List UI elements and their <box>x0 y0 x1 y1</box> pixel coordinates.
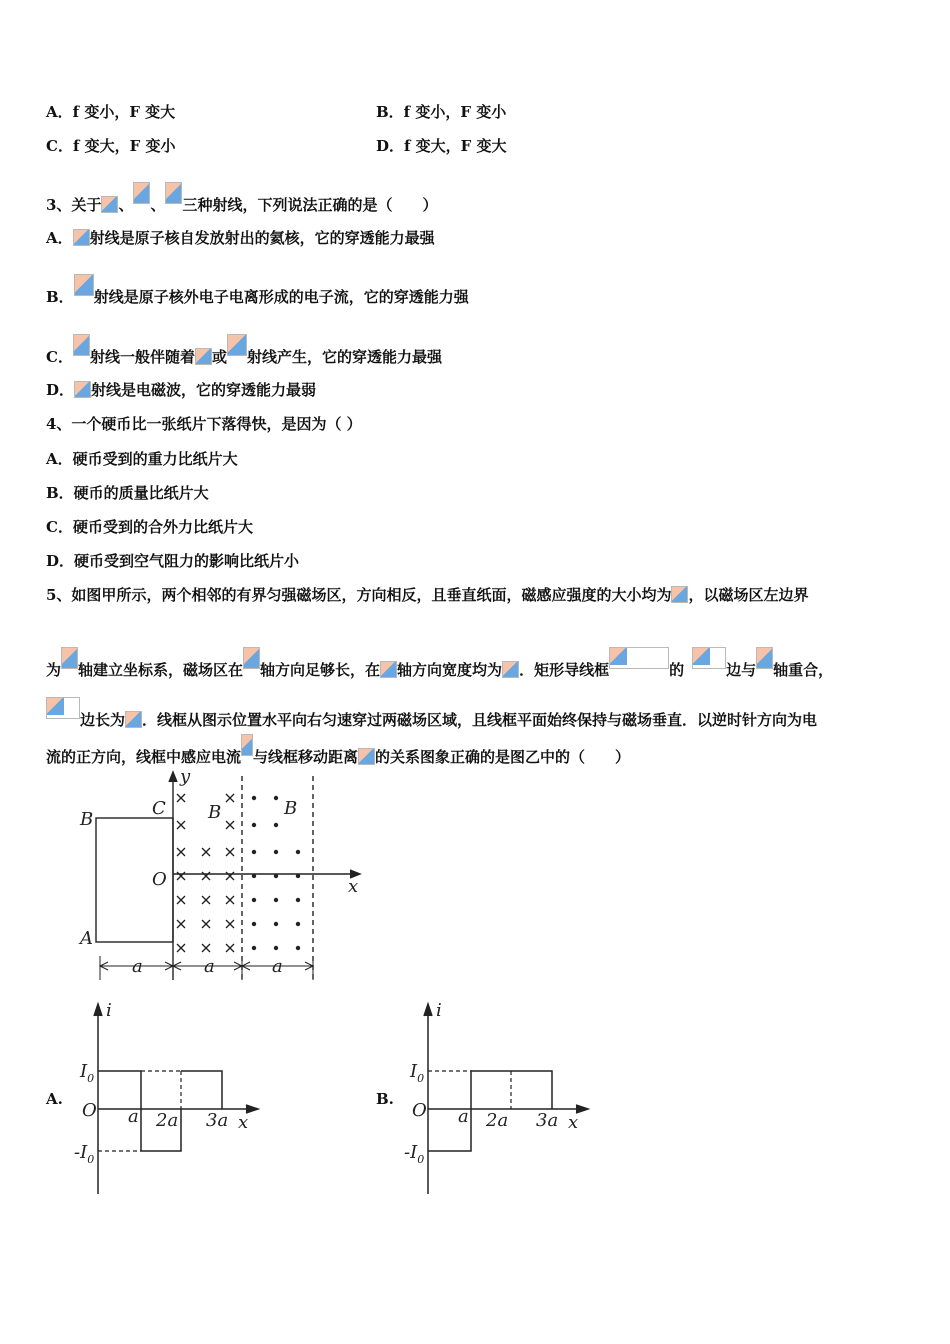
graph-b-O-label: O <box>412 1100 427 1121</box>
field-cross-mark <box>177 944 185 952</box>
graph-b-current-seg2 <box>471 1071 552 1109</box>
q4-option-d: D．硬币受到空气阻力的影响比纸片小 <box>46 552 300 570</box>
label-x-axis: x <box>348 876 359 897</box>
field-dot-mark <box>274 874 278 878</box>
q3-option-c-text2: 或 <box>211 348 227 366</box>
field-cross-mark <box>202 848 210 856</box>
q3-option-a <box>46 228 435 248</box>
q5-line2-f: 的 <box>669 661 685 679</box>
q5-line1-a: 5、如图甲所示，两个相邻的有界匀强磁场区，方向相反，且垂直纸面，磁感应强度的大小均为 <box>46 586 672 604</box>
graph-a-negI0-label <box>74 1142 94 1166</box>
q3-sep1: 、 <box>118 196 134 214</box>
q3-option-b-text: 射线是原子核外电子电离形成的电子流，它的穿透能力强 <box>93 288 469 306</box>
field-dot-mark <box>274 898 278 902</box>
label-field-B1: B <box>208 802 222 823</box>
graph-b-I0-label <box>409 1061 424 1085</box>
q5-line4-a: 流的正方向，线框中感应电流 <box>46 748 242 766</box>
gamma-symbol-image-icon <box>73 334 90 356</box>
field-dot-mark <box>252 796 256 800</box>
graph-a-I0-label <box>79 1061 94 1085</box>
alpha-symbol-image-icon <box>73 229 90 246</box>
label-O-origin: O <box>152 869 167 890</box>
y-symbol-image-icon <box>756 647 773 669</box>
gamma-symbol-image-icon <box>165 182 182 204</box>
field-cross-mark <box>202 920 210 928</box>
graph-a-O-label: O <box>82 1100 97 1121</box>
alpha-symbol-image-icon <box>101 196 118 213</box>
field-cross-mark <box>177 848 185 856</box>
q3-option-d-label: D． <box>46 381 75 399</box>
dim-a-2: a <box>204 956 215 977</box>
field-dot-mark <box>252 946 256 950</box>
i-symbol-image-icon <box>241 734 253 756</box>
field-dot-mark <box>274 946 278 950</box>
graph-b <box>400 998 600 1198</box>
q4-option-c: C．硬币受到的合外力比纸片大 <box>46 518 253 536</box>
q3-option-c-text1: 射线一般伴随着 <box>89 348 195 366</box>
graph-b-negI0-sub: 0 <box>417 1153 425 1166</box>
graph-a-tick-a: a <box>128 1106 139 1127</box>
beta-symbol-image-icon <box>74 274 94 296</box>
q3-option-d-text: 射线是电磁波，它的穿透能力最弱 <box>91 381 317 399</box>
bc-symbol-image-icon <box>692 647 726 669</box>
field-dot-mark <box>296 898 300 902</box>
field-into-page-crosses <box>177 794 234 952</box>
y-symbol-image-icon <box>243 647 260 669</box>
q5-line2-c: 轴方向足够长，在 <box>260 661 381 679</box>
graph-a-tick-2a: 2a <box>156 1110 179 1131</box>
graph-a-x-label: x <box>238 1112 249 1133</box>
graph-b-x-label: x <box>568 1112 579 1133</box>
q3-stem-prefix: 3、关于 <box>46 196 102 214</box>
graph-b-negI0-label <box>404 1142 424 1166</box>
field-dot-mark <box>274 796 278 800</box>
abcd-symbol-image-icon <box>609 647 669 669</box>
field-cross-mark <box>226 920 234 928</box>
q3-option-c-label: C． <box>46 348 73 366</box>
dim-a-1: a <box>132 956 143 977</box>
y-symbol-image-icon <box>61 647 78 669</box>
field-cross-mark <box>226 896 234 904</box>
label-A-corner: A <box>80 928 93 949</box>
graph-b-option-label: B. <box>376 1090 394 1108</box>
field-cross-mark <box>202 872 210 880</box>
x-symbol-image-icon <box>380 661 397 678</box>
field-dot-mark <box>252 823 256 827</box>
alpha-symbol-image-icon <box>195 348 212 365</box>
a-symbol-image-icon <box>502 661 519 678</box>
q2-option-d: D．f 变大，F 变大 <box>376 137 507 155</box>
q5-line2-e: ．矩形导线框 <box>519 661 610 679</box>
graph-b-tick-2a: 2a <box>486 1110 509 1131</box>
q3-sep2: 、 <box>150 196 166 214</box>
label-y-axis: y <box>180 768 191 787</box>
q5-line4-b: 与线框移动距离 <box>253 748 359 766</box>
q5-line2-d: 轴方向宽度均为 <box>397 661 503 679</box>
q3-option-a-label: A． <box>46 229 73 247</box>
gamma-symbol-image-icon <box>74 381 91 398</box>
graph-a-I0-sub: 0 <box>87 1072 95 1085</box>
beta-symbol-image-icon <box>133 182 150 204</box>
field-cross-mark <box>177 920 185 928</box>
q5-line2-h: 轴重合， <box>773 661 834 679</box>
q4-option-a: A．硬币受到的重力比纸片大 <box>46 450 238 468</box>
field-cross-mark <box>226 794 234 802</box>
field-dot-mark <box>296 946 300 950</box>
ab-symbol-image-icon <box>46 697 80 719</box>
q3-option-c-text3: 射线产生，它的穿透能力最强 <box>246 348 442 366</box>
graph-b-tick-a: a <box>458 1106 469 1127</box>
graph-b-negI0-main: -I <box>404 1142 418 1163</box>
label-C-corner: C <box>152 798 166 819</box>
q4-option-b: B．硬币的质量比纸片大 <box>46 484 209 502</box>
field-dot-mark <box>252 898 256 902</box>
x-symbol-image-icon <box>358 748 375 765</box>
field-cross-mark <box>177 794 185 802</box>
field-cross-mark <box>226 821 234 829</box>
graph-a-negI0-sub: 0 <box>87 1153 95 1166</box>
graph-b-I0-main: I <box>410 1061 418 1082</box>
field-dot-mark <box>296 850 300 854</box>
graph-a-option-label: A. <box>46 1090 63 1108</box>
q5-line1-b: ，以磁场区左边界 <box>688 586 809 604</box>
q5-line2-g: 边与 <box>726 661 757 679</box>
a-symbol-image-icon <box>125 711 142 728</box>
q3-option-a-text: 射线是原子核自发放射出的氦核，它的穿透能力最强 <box>89 229 435 247</box>
field-cross-mark <box>226 944 234 952</box>
q5-line3-a: 边长为 <box>80 711 126 729</box>
dim-a-3: a <box>272 956 283 977</box>
graph-a-negI0-main: -I <box>74 1142 88 1163</box>
q5-line3-b: ．线框从图示位置水平向右匀速穿过两磁场区域，且线框平面始终保持与磁场垂直．以逆时针方向为电 <box>142 711 818 729</box>
field-cross-mark <box>202 944 210 952</box>
q3-option-b-label: B． <box>46 288 74 306</box>
field-dot-mark <box>252 874 256 878</box>
q4-stem: 4、一个硬币比一张纸片下落得快，是因为（ ） <box>46 415 362 433</box>
q3-option-b <box>46 274 469 307</box>
field-cross-mark <box>177 872 185 880</box>
graph-b-tick-3a: 3a <box>536 1110 559 1131</box>
field-dot-mark <box>274 922 278 926</box>
q3-stem-suffix: 三种射线，下列说法正确的是（ ） <box>182 196 438 214</box>
q3-stem <box>46 182 437 215</box>
graph-a-current-seg1 <box>98 1071 141 1109</box>
graph-a-current-seg3 <box>181 1071 222 1109</box>
graph-a <box>70 998 270 1198</box>
graph-a-I0-main: I <box>80 1061 88 1082</box>
q5-line4 <box>46 734 630 767</box>
q5-line4-c: 的关系图象正确的是图乙中的（ ） <box>375 748 631 766</box>
q5-line2 <box>46 647 833 680</box>
q5-line3 <box>46 697 817 730</box>
field-cross-mark <box>226 872 234 880</box>
q2-option-c: C．f 变大，F 变小 <box>46 137 176 155</box>
graph-b-i-label: i <box>436 1000 442 1021</box>
graph-a-i-label: i <box>106 1000 112 1021</box>
q2-option-b: B．f 变小，F 变小 <box>376 103 507 121</box>
field-cross-mark <box>202 896 210 904</box>
q5-line2-a: 为 <box>46 661 62 679</box>
field-dot-mark <box>274 850 278 854</box>
q5-line1 <box>46 585 808 605</box>
field-cross-mark <box>177 896 185 904</box>
q2-option-a: A．f 变小，F 变大 <box>46 103 176 121</box>
beta-symbol-image-icon <box>227 334 247 356</box>
b-symbol-image-icon <box>671 586 688 603</box>
q3-option-c <box>46 334 442 367</box>
graph-b-I0-sub: 0 <box>417 1072 425 1085</box>
field-dot-mark <box>274 823 278 827</box>
field-dot-mark <box>296 874 300 878</box>
label-field-B2: B <box>284 798 298 819</box>
field-dot-mark <box>252 850 256 854</box>
magnetic-field-figure <box>70 768 380 983</box>
field-dot-mark <box>296 922 300 926</box>
field-cross-mark <box>177 821 185 829</box>
field-cross-mark <box>226 848 234 856</box>
q3-option-d <box>46 380 316 400</box>
q5-line2-b: 轴建立坐标系，磁场区在 <box>78 661 244 679</box>
graph-a-tick-3a: 3a <box>206 1110 229 1131</box>
field-dot-mark <box>252 922 256 926</box>
label-B-corner: B <box>80 809 94 830</box>
